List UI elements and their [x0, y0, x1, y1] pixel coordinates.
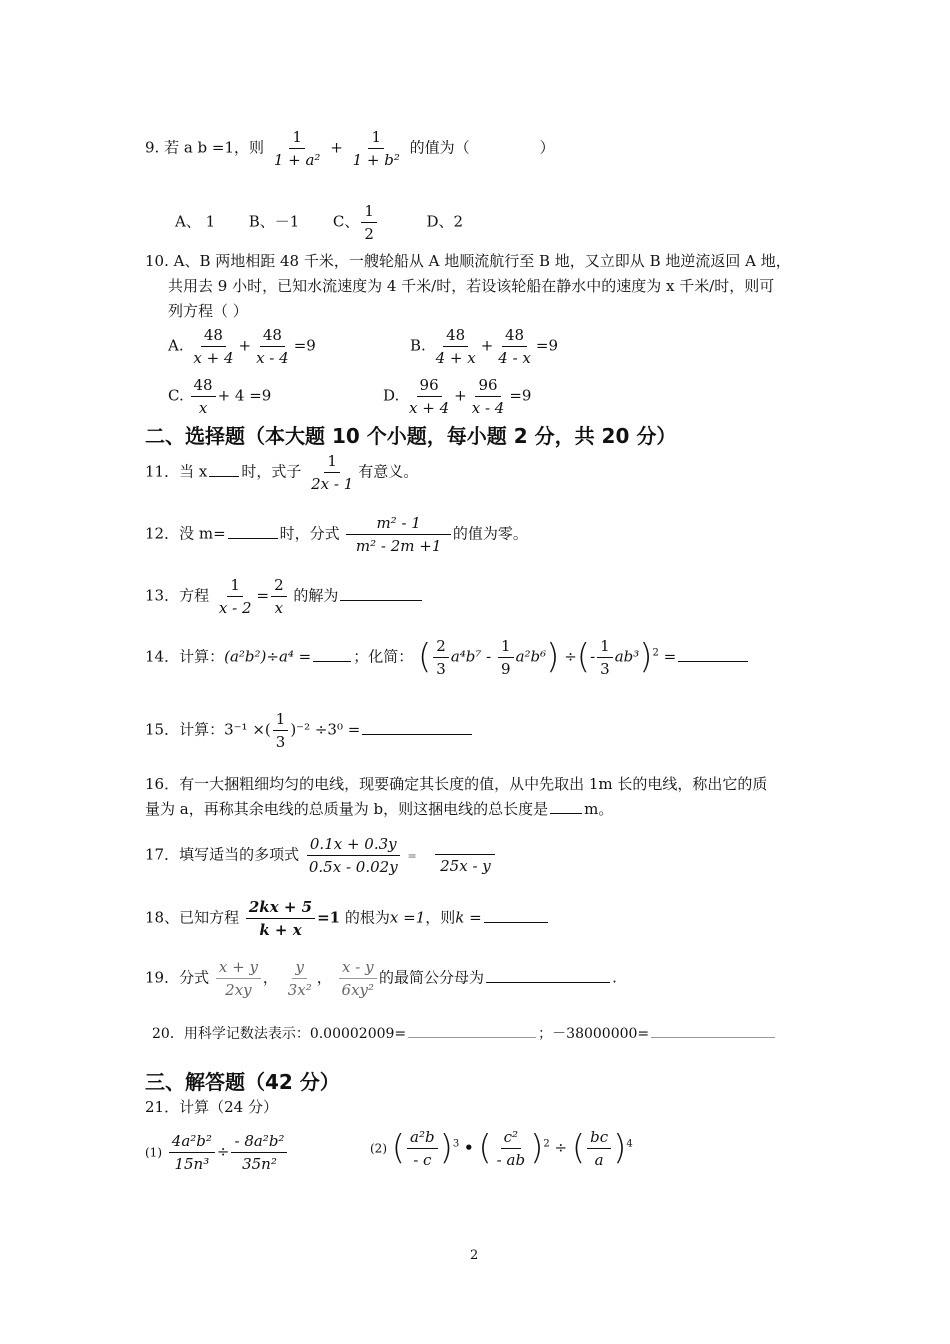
q10-line2: 共用去 9 小时，已知水流速度为 4 千米/时，若设该轮船在静水中的速度为 x 千米/时，则可 [168, 277, 775, 295]
q9-option-b: B、－1 [248, 212, 300, 231]
question-20: 20．用科学记数法表示：0.00002009= ；－38000000= [152, 1026, 777, 1043]
q10-option-d: D. $\frac{96}{x + 4}$ + $\frac{96}{x - 4}$ =9 [383, 376, 532, 417]
question-15: 15．计算：3⁻¹ ×( $\frac{1}{3}$ )⁻² ÷3⁰ = [145, 710, 474, 751]
q21-part-2: (2) ( $\frac{\text{a²b}}{- c}$ )$^3$ • ( $\frac{\text{c²}}{- ab}$ )$^2$ ÷ ( $\frac{bc}{a}$ )$^4$ [370, 1128, 633, 1169]
q9-stem: 9. 若 a b =1，则 [145, 138, 265, 157]
question-13: 13．方程 $\frac{1}{x - 2}$ = $\frac{2}{x}$ 的解为 [145, 576, 424, 617]
q21-title: 21．计算（24 分） [145, 1098, 278, 1116]
q10-option-b: B. $\frac{48}{4 + x}$ + $\frac{48}{4 - x}$ =9 [410, 326, 558, 367]
q9-options: A、 1 B、－1 C、 $\frac{1}{2}$ D、2 [175, 202, 464, 243]
question-11: 11．当 x 时，式子 $\frac{1}{2x - 1}$ 有意义。 [145, 452, 419, 493]
question-12: 12．没 m= 时，分式 $\frac{\text{m² - 1}}{\text{m² - 2m +1}}$ 的值为零。 [145, 514, 528, 555]
question-14: 14．计算：(a²b²)÷a⁴ = ；化简： ( $\frac{2}{3}$ a⁴b⁷ - $\frac{1}{9}$ a²b⁶) ÷(- $\frac{1}{3}$ ab³)$^2$ = [145, 637, 750, 678]
q10-line1: 10. A、B 两地相距 48 千米，一艘轮船从 A 地顺流航行至 B 地，又立即从 B 地逆流返回 A 地， [145, 252, 791, 270]
q16-line1: 16．有一大捆粗细均匀的电线，现要确定其长度的值，从中先取出 1m 长的电线，称出它的质 [145, 775, 768, 793]
section-3-heading: 三、解答题（42 分） [145, 1070, 340, 1094]
question-9: 9. 若 a b =1，则 $\frac{1}{\text{1 + a²}}$ + $\frac{1}{\text{1 + b²}}$ 的值为（ ） [145, 128, 555, 169]
q21-part-1: (1) $\frac{\text{4a²b²}}{\text{15n³}}$ ÷ $\frac{\text{- 8a²b²}}{\text{35n²}}$ [145, 1132, 289, 1173]
question-18: 18、已知方程 $\frac{2kx + 5}{k + x}$ =1 的根为x =1，则k = [145, 898, 550, 939]
page-number: 2 [470, 1248, 479, 1263]
q9-fraction-1: $\frac{1}{\text{1 + a²}}$ [273, 128, 321, 169]
section-2-heading: 二、选择题（本大题 10 个小题，每小题 2 分，共 20 分） [145, 424, 677, 448]
question-17: 17．填写适当的多项式 $\frac{0.1x + 0.3y}{0.5x - 0.02y}$ = 25x - y [145, 835, 497, 876]
q10-option-a: A. $\frac{48}{x + 4}$ + $\frac{48}{x - 4}$ =9 [168, 326, 316, 367]
q9-option-d: D、2 [426, 212, 464, 231]
q10-option-c: C. $\frac{48}{x}$ + 4 =9 [168, 376, 272, 417]
q10-line3: 列方程（ ） [168, 302, 248, 320]
q9-fraction-2: $\frac{1}{\text{1 + b²}}$ [352, 128, 400, 169]
q16-line2: 量为 a，再称其余电线的总质量为 b，则这捆电线的总长度是 m。 [145, 800, 614, 818]
question-19: 19．分式 $\frac{x + y}{2xy}$ ， $\frac{y}{\text{3x²}}$ ， $\frac{x - y}{\text{6xy²}}$ 的最简公分母为 . [145, 958, 617, 999]
q9-option-a: A、 1 [175, 212, 216, 231]
q9-option-c: C、 [332, 212, 360, 231]
